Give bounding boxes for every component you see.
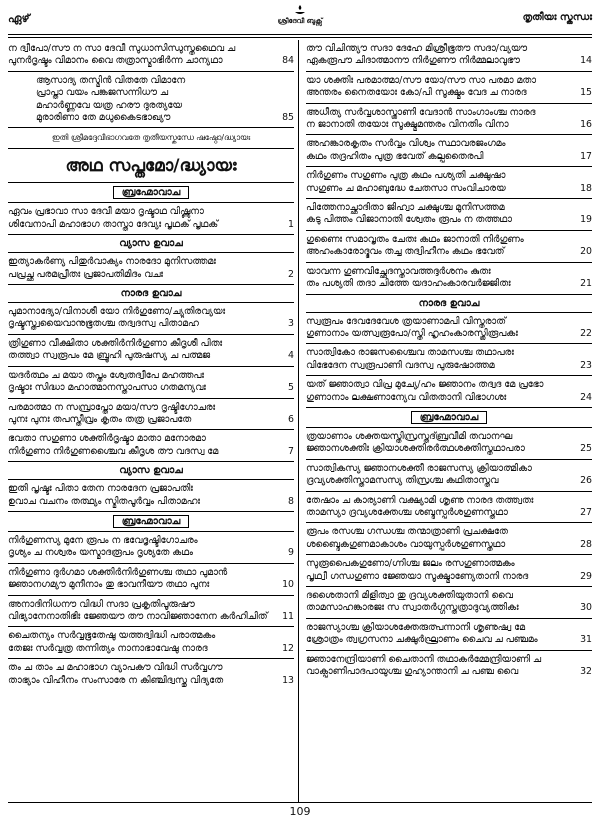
verse-number: 23 — [580, 359, 592, 371]
verse-number: 26 — [580, 475, 592, 487]
verse-20 — [306, 231, 592, 263]
verse-30 — [306, 587, 592, 619]
speaker-heading — [306, 408, 592, 428]
verse-line: ഗുണാനാം യത്സ്വരൂപോ/സ്തി ഹൃഹംകാരസ്ത്രിരൂപകഃ — [306, 327, 518, 339]
verse-line: അഹംകാരോദ്ഭവം തച്ച തദ്വിഹീനം കഥം ഭവേത് — [306, 246, 505, 258]
verse-number: 84 — [282, 55, 294, 67]
verse-number: 3 — [288, 318, 294, 330]
verse-number: 17 — [580, 150, 592, 162]
verse-number: 4 — [288, 350, 294, 362]
verse-number: 8 — [288, 495, 294, 507]
verse-line: നിർഗുണാ ദുർഗമാ ശക്തിർനിർഗുണശ്ച തഥാ പുമാൻ — [8, 566, 228, 578]
verse-line: സാത്വികസ്യ ജ്ഞാനശക്തീ രാജസസ്യ ക്രിയാത്മികാ — [306, 462, 532, 474]
verse-number: 1 — [288, 218, 294, 230]
verse-85 — [8, 72, 294, 129]
verse-number: 13 — [282, 674, 294, 686]
verse-line: നിർഗുണം സഗുണം പുത്ര കഥം പശ്യതി ചക്ഷുഷാ — [306, 170, 506, 182]
verse-number: 9 — [288, 547, 294, 559]
speaker-label: ബ്രഹ്മോവാച — [411, 411, 488, 424]
header-rule-thin — [8, 37, 592, 38]
right-column — [306, 40, 592, 681]
verse-line: കഥം തദ്രഹിതം പുത്ര ഭവേത് കല്പതൈരപി — [306, 150, 484, 162]
chapter-title: അഥ സപ്തമോ/ദ്ധ്യായഃ — [8, 149, 294, 183]
verse-5 — [8, 367, 294, 399]
verse-line: ദ്രവ്യശക്തിസ്താമസസ്യ തിസ്രശ്ച കഥിതാസ്തവ — [306, 475, 499, 487]
page-header — [8, 4, 592, 34]
verse-line: തത്ത്വാ സ്വരൂപം മേ ബ്രൂഹി പുരുഷസ്യ ച പത്മജ — [8, 350, 211, 362]
verse-number: 28 — [580, 538, 592, 550]
verse-31 — [306, 619, 592, 651]
verse-number: 21 — [580, 278, 592, 290]
verse-21 — [306, 263, 592, 295]
verse-9 — [8, 532, 294, 564]
verse-number: 22 — [580, 327, 592, 339]
page-number: 109 — [289, 805, 311, 818]
verse-line: ന ജാനാതി തയോഃ സൂക്ഷ്മമന്തരം വിനതിം വിനാ — [306, 119, 509, 131]
verse-line: ത്രിഗുണാ വീക്ഷിതാ ശക്തിർനിർഗുണാ കീദൃശീ പിതഃ — [8, 337, 223, 349]
verse-line: തൗ വിചിന്ത്യൗ സദാ ദേഹേ മിശ്രീഭൂതൗ സദാ/വ്യയൗ — [306, 43, 528, 54]
verse-11 — [8, 596, 294, 628]
verse-number: 7 — [288, 445, 294, 457]
verse-line: യത് ജ്ഞാത്വാ വിപ്ര മുച്യേ/ഹം ജ്ഞാനം തദ്വദ മേ പ്രഭോ — [306, 379, 544, 391]
verse-line: ന ദ്വീപോ/സൗ ന സാ ദേവീ സുധാസിന്ധുസ്തഥൈവ ച — [8, 43, 236, 54]
verse-8 — [8, 480, 294, 512]
verse-line: നിർഗുണസ്യ മുനേ രൂപം ന ഭവേദ്ദൃഷ്ടിഗോചരം — [8, 534, 198, 546]
verse-number: 14 — [580, 55, 592, 67]
verse-line: കടു പിത്തം വിജാനാതി ശ്വേതം രൂപം ന തത്തഥാ — [306, 214, 512, 226]
verse-line: മഹാർണ്ണവേ യത്ര ഹരൗ ദുരത്യയേ — [36, 99, 183, 111]
verse-line: ഗുണൈഃ സമാവൃതം ചേതഃ കഥം ജാനാതി നിർഗുണം — [306, 233, 524, 245]
verse-number: 15 — [580, 87, 592, 99]
verse-line: താഭ്യാം വിഹീനം സംസാരേ ന കിഞ്ചിദ്വസ്തു വിദ്യതേ — [8, 674, 224, 686]
verse-line: തേജഃ സർവ്വത്ര തന്നിത്യം നാനാഭാവേഷു നാരദ — [8, 642, 208, 654]
speaker-label: വ്യാസ ഉവാച — [119, 238, 183, 250]
verse-line: ജ്ഞാനേന്ദ്രിയാണി ചൈതാനി തഥാകർമ്മേന്ദ്രിയാണി ച — [306, 653, 542, 665]
lamp-icon — [293, 4, 307, 16]
verse-line: തം പശ്യതി തദാ ചിത്തേ യദാഹംകാരവർജ്ജിതഃ — [306, 278, 511, 290]
verse-line: ഏകരൂപൗ ചിദാത്മാനൗ നിർഗുണൗ നിർമ്മലാവുഭൗ — [306, 55, 520, 67]
verse-line: അന്തരം നൈതയോഃ കോ/പി സൂക്ഷ്മം വേദ ച നാരദ — [306, 87, 527, 99]
verse-line: വിഭേദേന സ്വരൂപാണി വദസ്വ പുരുഷോത്തമ — [306, 359, 495, 371]
chapter-number-label: ഏഴ് — [8, 12, 30, 25]
verse-line: രൂപം രസശ്ച ഗന്ധശ്ച തന്മാത്രാണി പ്രചക്ഷതേ — [306, 526, 508, 538]
verse-25 — [306, 428, 592, 460]
verse-number: 29 — [580, 570, 592, 582]
verse-number: 31 — [580, 634, 592, 646]
speaker-heading — [8, 462, 294, 480]
verse-line: താമസ്യാ ദ്രവ്യശക്തേശ്ച ശബ്ദസ്പർശഗുണസ്തഥാ — [306, 506, 508, 518]
verse-13 — [8, 659, 294, 690]
verse-line: പരമാത്മാ ന സമ്പ്രാപ്തോ മയാ/സൗ ദൃഷ്ടിഗോചരഃ — [8, 401, 216, 413]
verse-number: 20 — [580, 246, 592, 258]
verse-line: പുനഃ പുനഃ തപസ്തീവ്രം കൃതം തത്ര പ്രജാപതേ — [8, 413, 192, 425]
verse-line: പ്രാപ്താ വയം പങ്കജസന്നിധൗ ച — [36, 87, 168, 99]
verse-line: ജ്ഞാനഗമ്യൗ മുനീനാം തു ഭാവനീയൗ തഥാ പുനഃ — [8, 579, 210, 591]
verse-number: 32 — [580, 666, 592, 678]
column-divider — [298, 40, 299, 802]
verse-line: ഉവാച വചനം തത്ഥ്യം സ്മിതപൂർവ്വം പിതാമഹഃ — [8, 495, 200, 507]
verse-number: 25 — [580, 443, 592, 455]
verse-2 — [8, 253, 294, 285]
verse-10 — [8, 564, 294, 596]
verse-line: യദർത്ഥം ച മയാ തപ്തം ശ്വേതദ്വീപേ മഹത്തപഃ — [8, 369, 204, 381]
verse-26 — [306, 460, 592, 492]
book-section-label: തൃതീയഃ സ്കന്ധഃ — [522, 12, 592, 23]
verse-line: പുനർദൃഷ്ടം വിമാനം വൈ തത്രാസ്മാഭിർന്ന ചാന്യഥാ — [8, 55, 223, 67]
verse-line: ചൈതന്യം സർവ്വഭൂതേഷു യത്തദ്വിദ്ധി പരാത്മകം — [8, 630, 216, 642]
verse-line: ശിവേനാപി മഹാഭാഗ താസ്താ ദേവ്യഃ പൃഥക് പൃഥക് — [8, 218, 219, 230]
verse-line: സാത്വികോ രാജസശ്ചൈവ താമസശ്ച തഥാപരഃ — [306, 347, 514, 359]
verse-line: ആസാദ്യ തസ്മിൻ വിതതേ വിമാനേ — [36, 74, 186, 86]
verse-line: പൃഥ്വീ ഗന്ധഗുണാ ജ്ഞേയാ സൂക്ഷ്മാണ്യേതാനി നാരദ — [306, 570, 529, 582]
verse-line: സുരൂപൈകഗുണോ/ഗ്നിശ്ച ജലം രസഗുണാത്മകം — [306, 558, 515, 570]
speaker-label: ബ്രഹ്മോവാച — [113, 186, 190, 199]
publisher-mark — [8, 4, 592, 26]
verse-number: 19 — [580, 214, 592, 226]
verse-84 — [8, 40, 294, 72]
verse-number: 30 — [580, 602, 592, 614]
speaker-label: വ്യാസ ഉവാച — [119, 465, 183, 477]
verse-17 — [306, 135, 592, 167]
verse-line: ഇത്യാകർണ്യ പിതുർവാക്യം നാരദോ മുനിസത്തമഃ — [8, 256, 216, 268]
chapter-colophon: ഇതി ശ്രീമദ്ദേവീഭാഗവതേ തൃതീയസ്കന്ധേ ഷഷ്ഠോ/ദ്ധ്യായഃ — [8, 128, 294, 149]
verse-29 — [306, 555, 592, 587]
verse-line: ഇതി പൃഷ്ടഃ പിതാ തേന നാരദേന പ്രജാപതിഃ — [8, 483, 193, 495]
verse-line: സ്വരൂപം ദേവദേവേശ ത്രയാണാമപി വിസ്തരാത് — [306, 315, 506, 327]
verse-24 — [306, 376, 592, 408]
verse-12 — [8, 627, 294, 659]
verse-line: യാവന്ന ഗുണവിച്ഛേദസ്താവത്തദ്ദർശനം കുതഃ — [306, 265, 491, 277]
verse-line: ശബ്ദൈകഗുണമാകാശം വായുസ്പർശഗുണസ്തഥാ — [306, 538, 506, 550]
verse-line: തം ച താം ച മഹാഭാഗ വ്യാപകൗ വിദ്ധി സർവ്വഗൗ — [8, 662, 223, 674]
verse-line: ഏവം പ്രഭാവാ സാ ദേവീ മയാ ദൃഷ്ടാഥ വിഷ്ണുനാ — [8, 206, 204, 218]
verse-28 — [306, 523, 592, 555]
verse-number: 24 — [580, 391, 592, 403]
verse-line: തേഷാം ച കാര്യാണി വക്ഷ്യാമി ശൃണു നാരദ തത്ത്വതഃ — [306, 494, 534, 506]
footer-rule — [8, 802, 592, 803]
verse-6 — [8, 399, 294, 431]
verse-23 — [306, 344, 592, 376]
verse-line: നിർഗുണാ നിർഗുണശ്ചൈവ കീദൃശ തൗ വദസ്വ മേ — [8, 445, 219, 457]
verse-line: ദൃഷ്ടാഃ സിദ്ധാ മഹാത്മാനസ്താപസാ ഗതമന്യവഃ — [8, 382, 206, 394]
verse-number: 12 — [282, 642, 294, 654]
left-column — [8, 40, 294, 690]
verse-number: 11 — [282, 610, 294, 622]
verse-line: മുരാരിണാ തേ മധുകൈടഭാഖ്യൗ — [36, 112, 171, 124]
header-rule — [8, 34, 592, 35]
verse-line: സഗുണം ച മഹാബുദ്ധേ ചേതസാ സംവിചാരയ — [306, 182, 506, 194]
verse-line: യാ ശക്തിഃ പരമാത്മാ/സൗ യോ/സൗ സാ പരമാ മതാ — [306, 74, 537, 86]
speaker-heading — [8, 183, 294, 203]
speaker-label: നാരദ ഉവാച — [418, 297, 480, 309]
verse-line: ത്രയാണാം ശക്തയസ്തിസ്രസ്തദ്ബ്രവീമി തവാനഘ — [306, 430, 513, 442]
speaker-heading — [8, 235, 294, 253]
verse-number: 18 — [580, 182, 592, 194]
verse-number: 16 — [580, 119, 592, 131]
verse-number: 27 — [580, 506, 592, 518]
verse-number: 5 — [288, 382, 294, 394]
speaker-heading — [8, 512, 294, 532]
verse-line: വിഭ്യാനേനാതിഭിഃ ജ്ഞേയൗ തൗ നാവിജ്ഞാനേന കർഹിചിത് — [8, 610, 268, 622]
verse-32 — [306, 651, 592, 682]
verse-line: രാജസ്യാശ്ച ക്രിയാശക്തേരുത്പന്നാനി ശൃണുഷ്വ മേ — [306, 621, 526, 633]
verse-22 — [306, 313, 592, 345]
speaker-label: ബ്രഹ്മോവാച — [113, 515, 190, 528]
verse-line: ദൃശ്യം ച നശ്വരം യസ്മാദരൂപം ദൃശ്യതേ കഥം — [8, 547, 193, 559]
verse-line: ദശൈതാനി മിളിത്വാ തു ദ്രവ്യശക്തിയുതാനി വൈ — [306, 590, 513, 601]
verse-15 — [306, 72, 592, 104]
verse-4 — [8, 335, 294, 367]
verse-line: പിത്തേനാച്ഛാദിതാ ജിഹ്വാ ചക്ഷുശ്ച മുനിസത്തമ — [306, 202, 505, 214]
verse-line: ജ്ഞാനശക്തിഃ ക്രിയാശക്തിരർത്ഥശക്തിസ്തഥാപരാ — [306, 443, 525, 455]
verse-number: 6 — [288, 413, 294, 425]
verse-27 — [306, 492, 592, 524]
speaker-label: നാരദ ഉവാച — [120, 288, 182, 300]
verse-7 — [8, 430, 294, 462]
verse-line: ഗുണാനാം ലക്ഷണാന്യേവ വിതതാനി വിഭാഗശഃ — [306, 391, 507, 403]
verse-line: താമസാഹങ്കാരജഃ സ സ്വാതർഗ്ഗസ്തത്രാദുവ്യത്തികഃ — [306, 602, 519, 614]
verse-line: അധീത്യ സർവ്വശാസ്ത്രാണി വേദാൻ സാംഗാംശ്ച നാരദ — [306, 106, 536, 118]
verse-number: 10 — [282, 579, 294, 591]
speaker-heading — [306, 295, 592, 313]
verse-19 — [306, 199, 592, 231]
verse-line: പപ്രച്ഛ പരമപ്രീതഃ പ്രജാപതിമിദം വചഃ — [8, 268, 163, 280]
verse-line: അനാദിനിധനൗ വിദ്ധി സദാ പ്രകൃതിപൂരുഷൗ — [8, 598, 195, 610]
publisher-name: ശ്രീദേവീ ബുക്സ് — [277, 17, 323, 25]
verse-line: അഹങ്കാരകൃതം സർവ്വം വിശ്വം സ്ഥാവരജംഗമം — [306, 138, 506, 150]
verse-number: 2 — [288, 268, 294, 280]
verse-16 — [306, 104, 592, 136]
verse-line: വാക്പാണിപാദപായുശ്ച ഗുഹ്യാന്താനി ച പഞ്ച വൈ — [306, 666, 519, 678]
verse-3 — [8, 303, 294, 335]
verse-18 — [306, 167, 592, 199]
verse-1 — [8, 203, 294, 235]
verse-line: ശ്രോത്രം ത്വഗ്രസനാ ചക്ഷുർഘ്രാണം ചൈവ ച പഞ്ചമം — [306, 634, 538, 646]
verse-number: 85 — [282, 112, 294, 124]
verse-14 — [306, 40, 592, 72]
verse-line: ഭവതാ സഗുണാ ശക്തിർദൃഷ്ടാ മാതാ മനോരമാ — [8, 433, 206, 445]
verse-line: പുമാനാദ്യോ/വിനാശീ യോ നിർഗുണോ/ച്യുതിരവ്യയഃ — [8, 306, 226, 318]
verse-line: ദൃഷ്ടസ്ത്വയൈവാനുഭൂതശ്ച തദ്വദസ്വ പിതാമഹ — [8, 318, 199, 330]
speaker-heading — [8, 285, 294, 303]
